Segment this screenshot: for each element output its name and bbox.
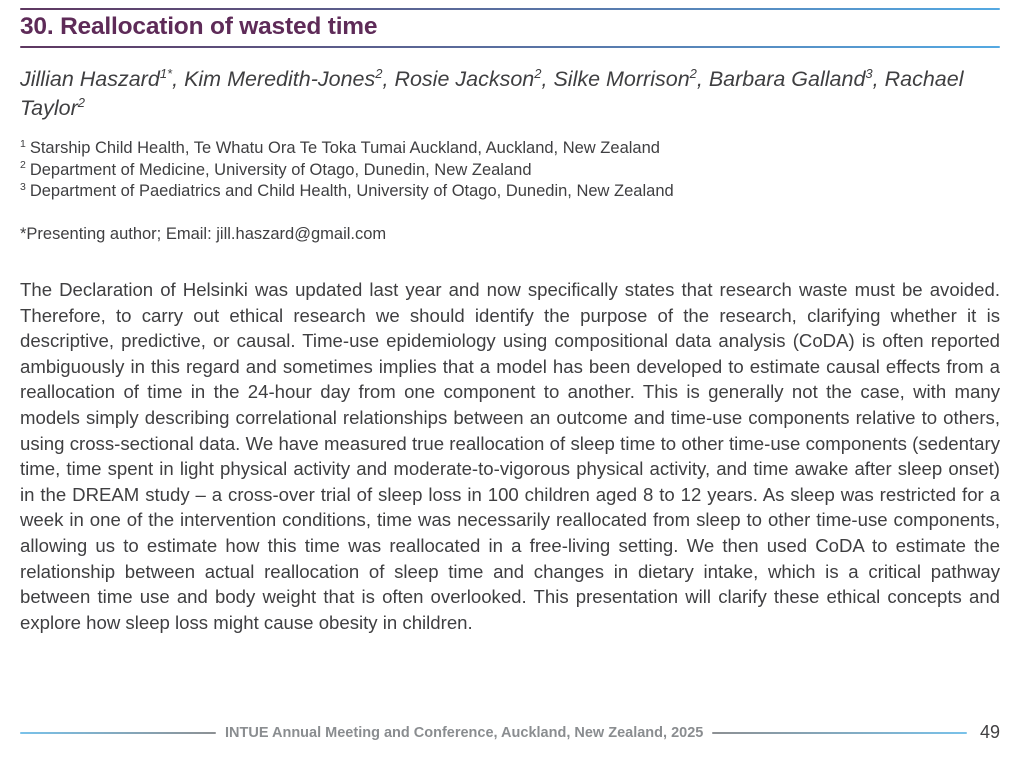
- author-name: Barbara Galland: [708, 67, 866, 91]
- author-separator: ,: [696, 67, 709, 91]
- affiliation-superscript: 2: [20, 159, 26, 171]
- affiliation-superscript: 3: [20, 180, 26, 193]
- page-number: 49: [979, 722, 1000, 742]
- author-name: Kim Meredith-Jones: [184, 67, 376, 91]
- author-superscript: 3: [865, 65, 873, 81]
- author-separator: ,: [872, 67, 885, 91]
- author: [184, 67, 394, 91]
- affiliation-1: [20, 138, 1000, 160]
- page-title: 30. Reallocation of wasted time: [20, 13, 378, 40]
- affiliation-text: Department of Paediatrics and Child Health, University of Otago, Dunedin, New Zealand: [29, 182, 674, 200]
- author-list: [20, 65, 1000, 123]
- author-superscript: 1*: [159, 65, 173, 81]
- top-divider-line: [20, 8, 1000, 10]
- affiliation-3: [20, 181, 1000, 203]
- author-separator: ,: [541, 67, 554, 91]
- author: [20, 67, 184, 91]
- author-separator: ,: [382, 67, 395, 91]
- footer-conference-title: INTUE Annual Meeting and Conference, Auckland, New Zealand, 2025: [225, 724, 704, 741]
- author: [709, 67, 885, 91]
- author-superscript: 2: [77, 94, 85, 110]
- author-name: Rachael Taylor: [20, 67, 964, 120]
- author: [553, 67, 708, 91]
- author-name: Jillian Haszard: [20, 67, 160, 91]
- author-name: Silke Morrison: [553, 67, 690, 91]
- abstract-body-text: The Declaration of Helsinki was updated last year and now specifically states that research waste must be avoided. Therefore, to carry out ethical research we should identify the purpose of the research, clarifying whether it is descriptive, predictive, or causal. Time-use epidemiology using compositional data analysis (CoDA) is often reported ambiguously in this regard and sometimes implies that a model has been developed to estimate causal effects from a reallocation of time in the 24-hour day from one component to another. This is generally not the case, with many models simply describing correlational relationships between an outcome and time-use components relative to others, using cross-sectional data. We have measured true reallocation of sleep time to other time-use components (sedentary time, time spent in light physical activity and moderate-to-vigorous physical activity, and time awake after sleep onset) in the DREAM study – a cross-over trial of sleep loss in 100 children aged 8 to 12 years. As sleep was restricted for a week in one of the intervention conditions, time was necessarily reallocated from sleep to other time-use components, allowing us to estimate how this time was reallocated in a free-living setting. We then used CoDA to estimate the relationship between actual reallocation of sleep time and changes in dietary intake, which is a critical pathway between time use and body weight that is often overlooked. This presentation will clarify these ethical concepts and explore how sleep loss might cause obesity in children.: [20, 279, 1000, 633]
- affiliation-list: [20, 138, 1000, 203]
- author-separator: ,: [172, 67, 185, 91]
- presenting-author-note: *Presenting author; Email: jill.haszard@gmail.com: [20, 224, 387, 243]
- author-name: Rosie Jackson: [394, 67, 535, 91]
- footer-right-line: [712, 732, 967, 734]
- author-superscript: 2: [375, 65, 383, 81]
- footer-left-line: [20, 732, 216, 734]
- affiliation-text: Department of Medicine, University of Otago, Dunedin, New Zealand: [29, 160, 532, 179]
- author-superscript: 2: [689, 65, 697, 81]
- title-underline: [20, 46, 1000, 48]
- affiliation-2: [20, 160, 1000, 182]
- affiliation-text: Starship Child Health, Te Whatu Ora Te Toka Tumai Auckland, Auckland, New Zealand: [29, 139, 660, 157]
- page-footer: [20, 722, 1000, 743]
- affiliation-superscript: 1: [20, 137, 26, 150]
- author: [394, 67, 553, 91]
- author-superscript: 2: [534, 65, 542, 81]
